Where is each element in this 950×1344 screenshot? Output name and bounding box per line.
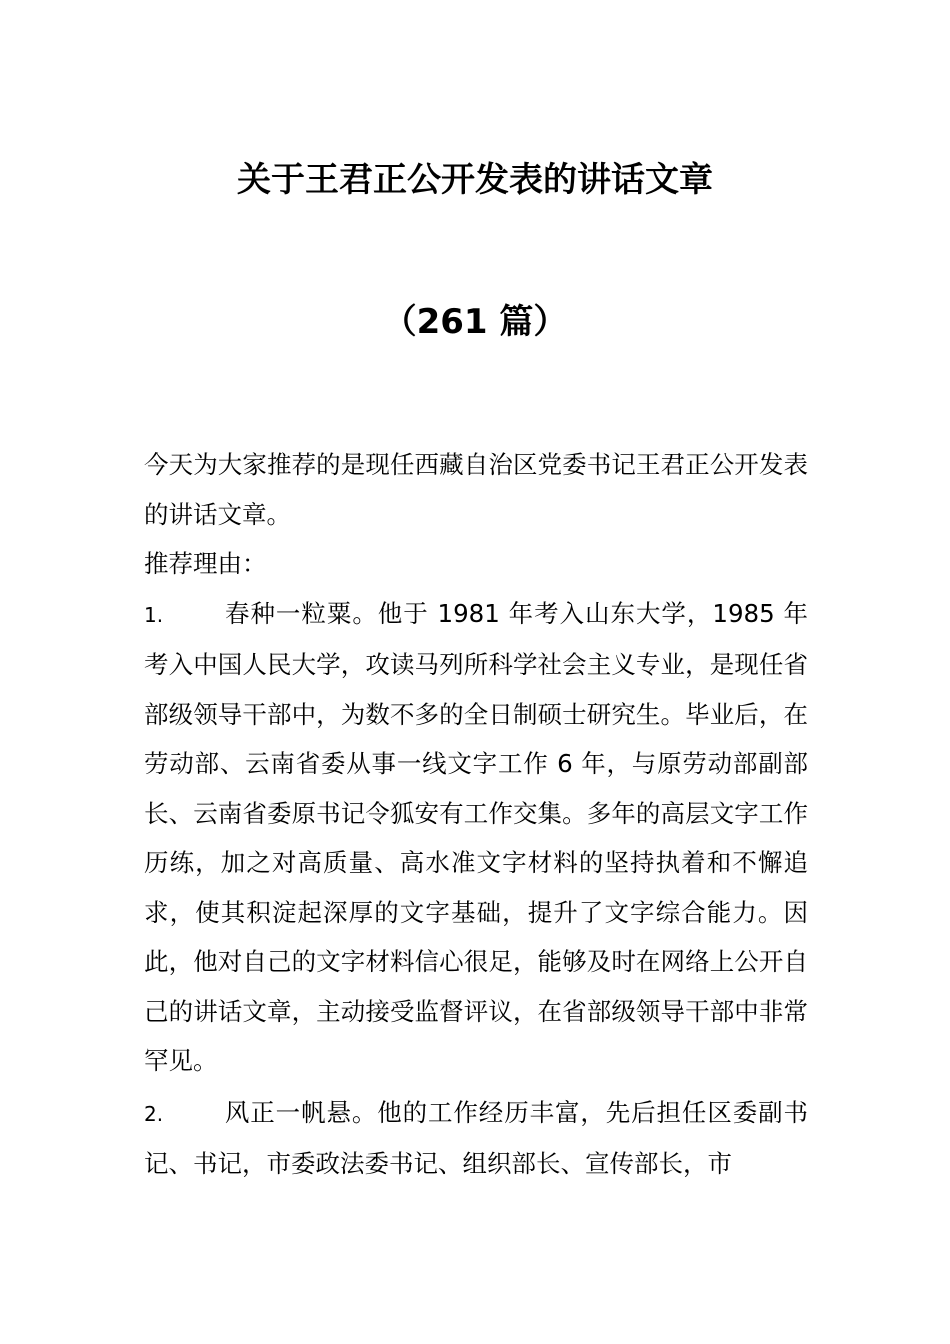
list-item-text: 风正一帆悬。他的工作经历丰富，先后担任区委副书记、书记，市委政法委书记、组织部长、宣传部长，市 (144, 1097, 808, 1178)
reasons-heading: 推荐理由： (144, 549, 267, 578)
document-title: 关于王君正公开发表的讲话文章 (237, 160, 713, 200)
document-subtitle: （261 篇） (382, 302, 568, 342)
list-item-number: 1. (144, 602, 164, 627)
list-item (144, 589, 808, 1086)
intro-paragraph: 今天为大家推荐的是现任西藏自治区党委书记王君正公开发表的讲话文章。 (144, 450, 808, 529)
list-item (144, 1088, 808, 1189)
list-item-number: 2. (144, 1101, 164, 1126)
list-item-text: 春种一粒粟。他于 1981 年考入山东大学，1985 年考入中国人民大学，攻读马列所科学社会主义专业，是现任省部级领导干部中，为数不多的全日制硕士研究生。毕业后，在劳动部、云南省委从事一线文字工作 6 年，与原劳动部副部长、云南省委原书记令狐安有工作交集。多年的高层文字工作历练，加之对高质量、高水准文字材料的坚持执着和不懈追求，使其积淀起深厚的文字基础，提升了文字综合能力。因此，他对自己的文字材料信心很足，能够及时在网络上公开自己的讲话文章，主动接受监督评议，在省部级领导干部中非常罕见。 (144, 598, 808, 1075)
document-body (144, 440, 808, 1189)
